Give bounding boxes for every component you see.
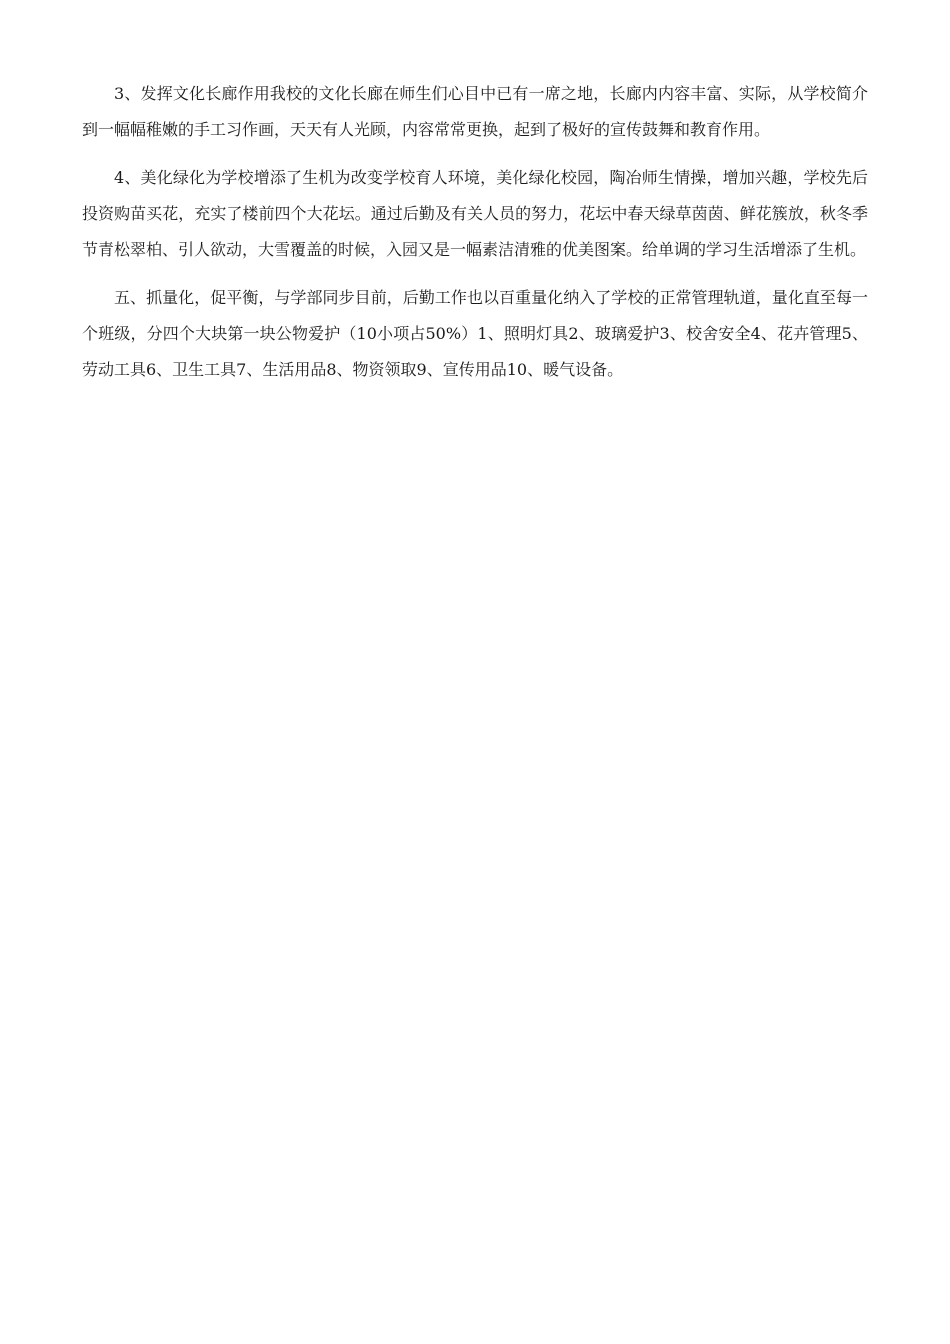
document-body (82, 76, 868, 400)
paragraph-cultural-corridor: 3、发挥文化长廊作用我校的文化长廊在师生们心目中已有一席之地，长廊内内容丰富、实际，从学校简介到一幅幅稚嫩的手工习作画，天天有人光顾，内容常常更换，起到了极好的宣传鼓舞和教育作用。 (82, 84, 868, 139)
paragraph-quantification: 五、抓量化，促平衡，与学部同步目前，后勤工作也以百重量化纳入了学校的正常管理轨道，量化直至每一个班级，分四个大块第一块公物爱护（10小项占50%）1、照明灯具2、玻璃爱护3、校舍安全4、花卉管理5、劳动工具6、卫生工具7、生活用品8、物资领取9、宣传用品10、暖气设备。 (82, 288, 868, 379)
paragraph-greening: 4、美化绿化为学校增添了生机为改变学校育人环境，美化绿化校园，陶冶师生情操，增加兴趣，学校先后投资购苗买花，充实了楼前四个大花坛。通过后勤及有关人员的努力，花坛中春天绿草茵茵、鲜花簇放，秋冬季节青松翠柏、引人欲动，大雪覆盖的时候，入园又是一幅素洁清雅的优美图案。给单调的学习生活增添了生机。 (82, 168, 868, 259)
